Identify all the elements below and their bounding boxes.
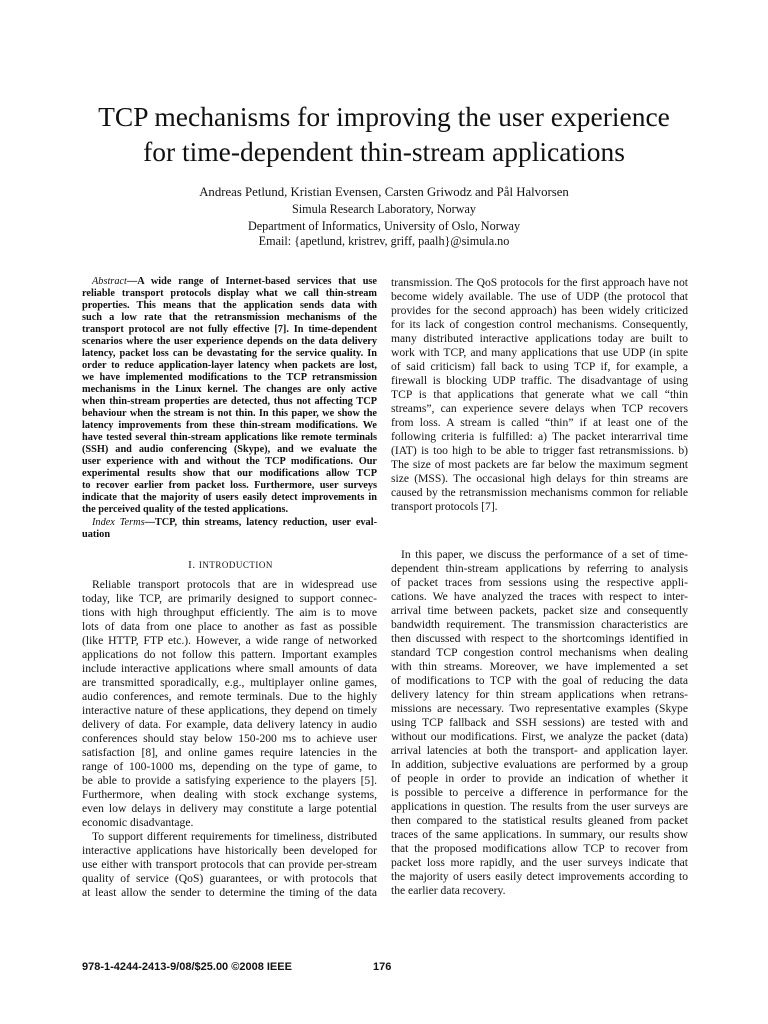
paragraph-line: In this paper, we discuss the performance of a set of time- (401, 548, 688, 561)
abstract-line: indicate that the majority of users easily detect improvements in (82, 492, 377, 503)
section-number: I. (188, 559, 196, 571)
paragraph-line: with thin streams. Moreover, we have implemented a set (391, 660, 688, 673)
paragraph-line: In addition, subjective evaluations are performed by a group (391, 758, 688, 771)
paragraph-line: become widely available. The use of UDP (the protocol that (391, 290, 688, 303)
paragraph-line: of people in order to provide an indication of whether it (391, 772, 688, 785)
abstract-text: A wide range of Internet-based services that use (137, 276, 377, 287)
paragraph-line: following criteria is fulfilled: a) The packet interarrival time (391, 430, 688, 443)
abstract-line: we have implemented modifications to the TCP retransmission (82, 372, 377, 383)
paragraph-line: provides for the second approach) has been widely criticized (391, 304, 688, 317)
paragraph-line: economic disadvantage. (82, 816, 194, 829)
paper-title-line-1: TCP mechanisms for improving the user experience (98, 101, 670, 132)
paragraph-line: are transmitted sporadically, e.g., multiplayer online games, (82, 676, 377, 689)
paragraph-line: of packet traces from sessions using the respective appli- (391, 576, 688, 589)
paragraph-line: delivery latency for thin stream applications when retrans- (391, 688, 688, 701)
paragraph-line: transmission. The QoS protocols for the first approach have not (391, 276, 688, 289)
paragraph-line: be able to provide a satisfying experience to the players [5]. (82, 774, 377, 787)
paragraph-line: audio conferences, and remote terminals. Due to the highly (82, 690, 377, 703)
paragraph-line: arrival time between packets, packet size and consequently (391, 604, 688, 617)
affiliation-1: Simula Research Laboratory, Norway (292, 202, 476, 216)
paragraph-line: (like HTTP, FTP etc.). However, a wide range of networked (82, 634, 377, 647)
index-terms-label: Index Terms (92, 517, 145, 528)
paragraph-line: Furthermore, when dealing with stock exchange systems, (82, 788, 377, 801)
index-terms-line (82, 517, 377, 529)
paragraph-line: work with TCP, and many applications that use UDP (in spite (391, 346, 688, 359)
section-heading (82, 558, 379, 572)
abstract-dash: — (126, 276, 138, 287)
paragraph-line: size (MSS). The occasional high delays for thin streams are (391, 472, 688, 485)
paragraph-line: conferences should stay below 150-200 ms to achieve user (82, 732, 377, 745)
paragraph-line: include interactive applications where small amounts of data (82, 662, 377, 675)
paragraph-line: arrival latencies at both the transport- and application layer. (391, 744, 688, 757)
paragraph-line: dependent thin-stream applications by referring to analysis (391, 562, 688, 575)
paragraph-line: quality of service (QoS) guarantees, or with protocols that (82, 872, 377, 885)
paragraph-line: using TCP fallback and SSH sessions) are tested with and (391, 716, 688, 729)
paragraph-line: is possible to perceive a difference in performance for the (391, 786, 688, 799)
index-terms-text: —TCP, thin streams, latency reduction, user eval- (144, 517, 377, 528)
paragraph-line: use either with transport protocols that can provide per-stream (82, 858, 377, 871)
paragraph-line: today, like TCP, are primarily designed to support connec- (82, 592, 377, 605)
abstract-line: latency, packet loss can be devastating for the service quality. In (82, 348, 377, 359)
paragraph-line: satisfaction [8], and online games require latencies in the (82, 746, 377, 759)
page-number: 176 (373, 961, 392, 973)
abstract-line: user experience with and without the TCP modifications. Our (82, 456, 377, 467)
paragraph-line: tions with high throughput efficiently. The aim is to move (82, 606, 377, 619)
abstract-line: experimental results show that our modifications allow TCP (82, 468, 377, 479)
paragraph-line: (IAT) is too high to be able to trigger fast retransmissions. b) (391, 444, 688, 457)
paragraph-line: many distributed interactive applications today are built to (391, 332, 688, 345)
paragraph-line: The size of most packets are far below the maximum segment (391, 458, 688, 471)
copyright-notice: 978-1-4244-2413-9/08/$25.00 ©2008 IEEE (82, 961, 292, 973)
paragraph-line: then compared to the statistical results gleaned from packet (391, 814, 688, 827)
paragraph-line: interactive applications have historically been developed for (82, 844, 377, 857)
paragraph-line: packet loss more rapidly, and the user surveys indicate that (391, 856, 688, 869)
paragraph-line: of said criticism) fall back to using TCP if, for example, a (391, 360, 688, 373)
paragraph-line: then discussed with respect to the shortcomings identified in (391, 632, 688, 645)
authors: Andreas Petlund, Kristian Evensen, Carsten Griwodz and Pål Halvorsen (199, 185, 569, 199)
paragraph-line: that the proposed modifications allow TCP to recover from (391, 842, 688, 855)
section-title: INTRODUCTION (198, 560, 273, 570)
paragraph-line: bandwidth requirement. The transmission characteristics are (391, 618, 688, 631)
paragraph-line: at least allow the sender to determine the timing of the data (82, 886, 377, 899)
paragraph-line: range of 100-1000 ms, depending on the type of game, to (82, 760, 377, 773)
abstract-line: order to reduce application-layer latency when packets are lost, (82, 360, 377, 371)
paragraph-line: firewall is blocking UDP traffic. The disadvantage of using (391, 374, 688, 387)
affiliation-2: Department of Informatics, University of Oslo, Norway (247, 219, 521, 233)
paragraph-line: from loss. A stream is called “thin” if at least one of the (391, 416, 688, 429)
paragraph-line: applications do not follow this pattern. Important examples (82, 648, 377, 661)
paragraph-line: missions are necessary. Two representative examples (Skype (391, 702, 688, 715)
abstract-line: when thin-stream properties are detected, thus not affecting TCP (82, 396, 377, 407)
paragraph-line: the earlier data recovery. (391, 884, 506, 897)
paragraph-line: Reliable transport protocols that are in widespread use (92, 578, 377, 591)
abstract-line: (SSH) and audio conferencing (Skype), and we evaluate the (82, 444, 377, 455)
abstract-line: mechanisms in the Linux kernel. The changes are only active (82, 384, 377, 395)
paragraph-line: traces of the same applications. In summary, our results show (391, 828, 688, 841)
title-block (40, 100, 728, 250)
index-terms-line: uation (82, 529, 111, 540)
abstract-line: behaviour when the stream is not thin. In this paper, we show the (82, 408, 377, 419)
paper-title-line-2: for time-dependent thin-stream applications (143, 136, 625, 167)
paragraph-line: even low delays in delivery may constitute a large potential (82, 802, 377, 815)
abstract-line: properties. This means that the application sends data with (82, 300, 377, 311)
paragraph-line: cations. We have analyzed the traces with respect to inter- (391, 590, 688, 603)
paragraph-line: TCP is that applications that generate what we call “thin (391, 388, 688, 401)
paragraph-line: interactive nature of these applications, they depend on timely (82, 704, 377, 717)
abstract-line (82, 276, 377, 288)
paragraph-line: caused by the retransmission mechanisms common for reliable (391, 486, 688, 499)
abstract-line: to recover earlier from packet loss. Furthermore, user surveys (82, 480, 377, 491)
paragraph-line: without our modifications. First, we analyze the packet (data) (391, 730, 688, 743)
abstract-line: have tested several thin-stream applications like remote terminals (82, 432, 377, 443)
abstract-line: scenarios where the user experience depends on the data delivery (82, 336, 377, 347)
abstract-line: reliable transport protocols display what we call thin-stream (82, 288, 377, 299)
paragraph-line: of modifications to TCP with the goal of reducing the data (391, 674, 688, 687)
abstract-line: latency improvements from these thin-stream modifications. We (82, 420, 377, 431)
paragraph-line: applications in question. The results from the user surveys are (391, 800, 688, 813)
paragraph-line: delivery of data. For example, data delivery latency in audio (82, 718, 377, 731)
abstract-line: such a low rate that the retransmission mechanisms of the (82, 312, 377, 323)
abstract-line: transport protocol are not fully effective [7]. In time-dependent (82, 324, 377, 335)
email: Email: {apetlund, kristrev, griff, paalh}@simula.no (258, 234, 510, 248)
paragraph-line: lots of data from one place to another as fast as possible (82, 620, 377, 633)
paragraph-line: standard TCP congestion control mechanisms when dealing (391, 646, 688, 659)
paragraph-line: the majority of users easily detect improvements according to (391, 870, 688, 883)
abstract-line: the perceived quality of the tested applications. (82, 504, 289, 515)
paragraph-line: To support different requirements for timeliness, distributed (92, 830, 377, 843)
paragraph-line: for its lack of congestion control mechanisms. Consequently, (391, 318, 688, 331)
paragraph-line: streams”, can experience severe delays when TCP recovers (391, 402, 688, 415)
abstract-label: Abstract (92, 276, 127, 287)
paragraph-line: transport protocols [7]. (391, 500, 498, 513)
